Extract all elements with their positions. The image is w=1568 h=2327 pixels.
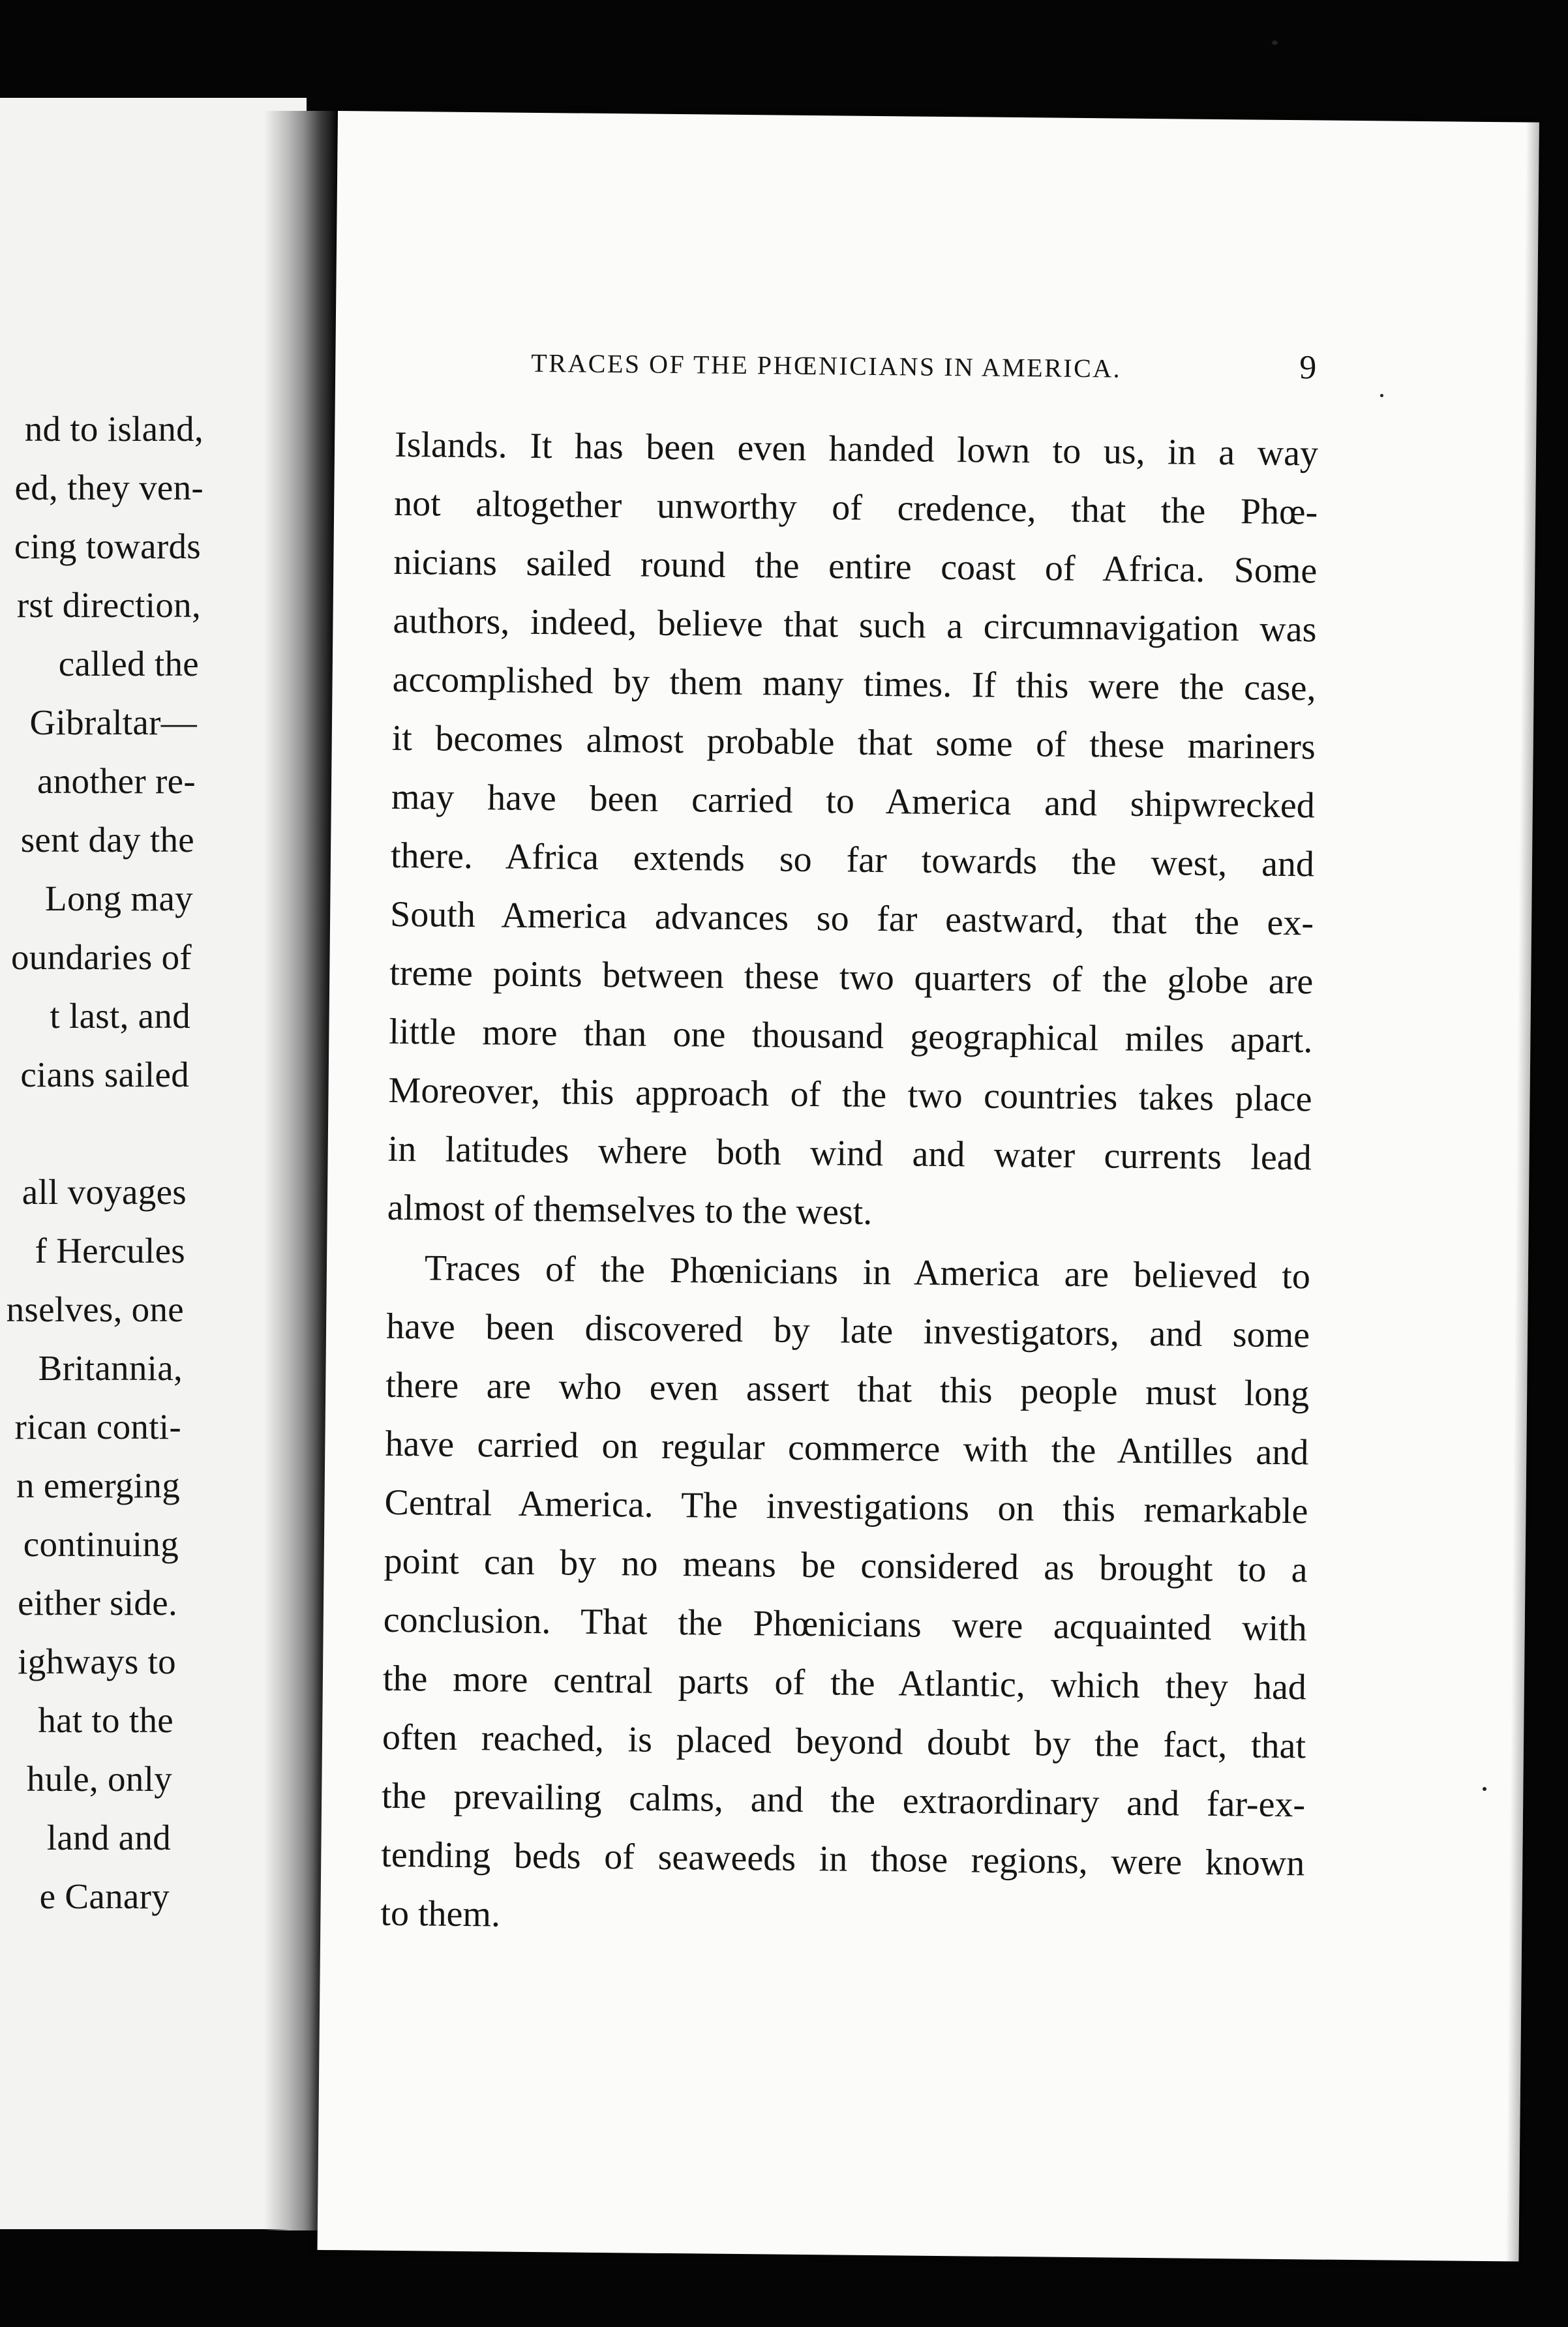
page-edge-shadow <box>1505 122 1539 2261</box>
left-page-line: oundaries of <box>11 937 192 977</box>
text-line: to them. <box>380 1893 501 1935</box>
text-line: little more than one thousand geographical miles apart. <box>389 1011 1313 1061</box>
text-line: in latitudes where both wind and water currents lead <box>387 1128 1312 1179</box>
text-line: Central America. The investigations on this remarkable <box>384 1482 1308 1532</box>
text-line: South America advances so far eastward, that the ex- <box>389 893 1314 944</box>
left-page-line: Gibraltar— <box>29 702 197 742</box>
text-line: point can by no means be considered as brought to a <box>384 1540 1308 1591</box>
scan-speck <box>1380 394 1383 397</box>
running-head: TRACES OF THE PHŒNICIANS IN AMERICA. <box>531 348 1122 383</box>
text-line: it becomes almost probable that some of these mariners <box>391 717 1316 768</box>
left-page-line: ighways to <box>18 1642 176 1681</box>
left-page-line: another re- <box>37 761 196 801</box>
text-line: treme points between these two quarters of the globe are <box>389 952 1314 1002</box>
left-page-line: sent day the <box>20 820 194 860</box>
left-page-line: called the <box>58 644 199 683</box>
left-page-line: land and <box>46 1818 171 1857</box>
left-page-line: either side. <box>18 1583 177 1623</box>
left-page-line: ed, they ven- <box>14 468 204 507</box>
text-line: tending beds of seaweeds in those regions, were known <box>381 1834 1305 1884</box>
text-line: nicians sailed round the entire coast of Africa. Some <box>393 541 1318 592</box>
left-page-line: all voyages <box>22 1172 187 1212</box>
scan-speck <box>1272 40 1278 45</box>
paragraph-1 <box>387 415 1318 1246</box>
paragraph-2 <box>380 1239 1310 1952</box>
text-line: may have been carried to America and shipwrecked <box>391 776 1316 826</box>
left-page-line: e Canary <box>39 1876 170 1916</box>
left-page-line: cing towards <box>14 526 201 566</box>
text-line: there. Africa extends so far towards the west, and <box>390 835 1315 885</box>
left-page-line: cians sailed <box>20 1055 189 1094</box>
left-page-line: rst direction, <box>16 585 201 625</box>
body-text <box>380 415 1318 1951</box>
text-line: authors, indeed, believe that such a circumnavigation was <box>393 600 1317 650</box>
left-page-line: hule, only <box>27 1759 172 1799</box>
left-page-line: n emerging <box>16 1465 180 1505</box>
scan-speck <box>1483 1787 1486 1791</box>
text-line: have been discovered by late investigators, and some <box>385 1306 1310 1356</box>
text-line: conclusion. That the Phœnicians were acquainted with <box>383 1599 1308 1649</box>
text-line: the more central parts of the Atlantic, which they had <box>382 1658 1307 1708</box>
left-page-line: nselves, one <box>6 1289 184 1329</box>
text-line: the prevailing calms, and the extraordinary and far-ex- <box>381 1775 1306 1825</box>
text-line: Moreover, this approach of the two countries takes place <box>388 1070 1312 1120</box>
text-line: accomplished by them many times. If this were the case, <box>392 659 1316 709</box>
right-page <box>318 111 1539 2262</box>
text-line: not altogether unworthy of credence, that the Phœ- <box>393 483 1318 533</box>
left-page-line: Britannia, <box>38 1348 183 1388</box>
page-number: 9 <box>1299 349 1317 387</box>
left-page-line: f Hercules <box>35 1231 185 1270</box>
text-line: almost of themselves to the west. <box>387 1187 873 1233</box>
text-line: have carried on regular commerce with the Antilles and <box>385 1423 1309 1473</box>
text-line: often reached, is placed beyond doubt by the fact, that <box>382 1717 1306 1767</box>
left-page-line: continuing <box>23 1524 179 1564</box>
left-facing-page <box>0 98 307 2229</box>
left-page-line: Long may <box>45 878 193 918</box>
text-line: Traces of the Phœnicians in America are believed to <box>424 1248 1311 1297</box>
left-page-line: t last, and <box>50 996 190 1036</box>
left-page-line: rican conti- <box>14 1407 181 1447</box>
text-line: Islands. It has been even handed lown to us, in a way <box>394 424 1319 474</box>
left-page-line: hat to the <box>38 1700 173 1740</box>
left-page-line: nd to island, <box>24 409 204 449</box>
text-line: there are who even assert that this people must long <box>385 1364 1310 1415</box>
